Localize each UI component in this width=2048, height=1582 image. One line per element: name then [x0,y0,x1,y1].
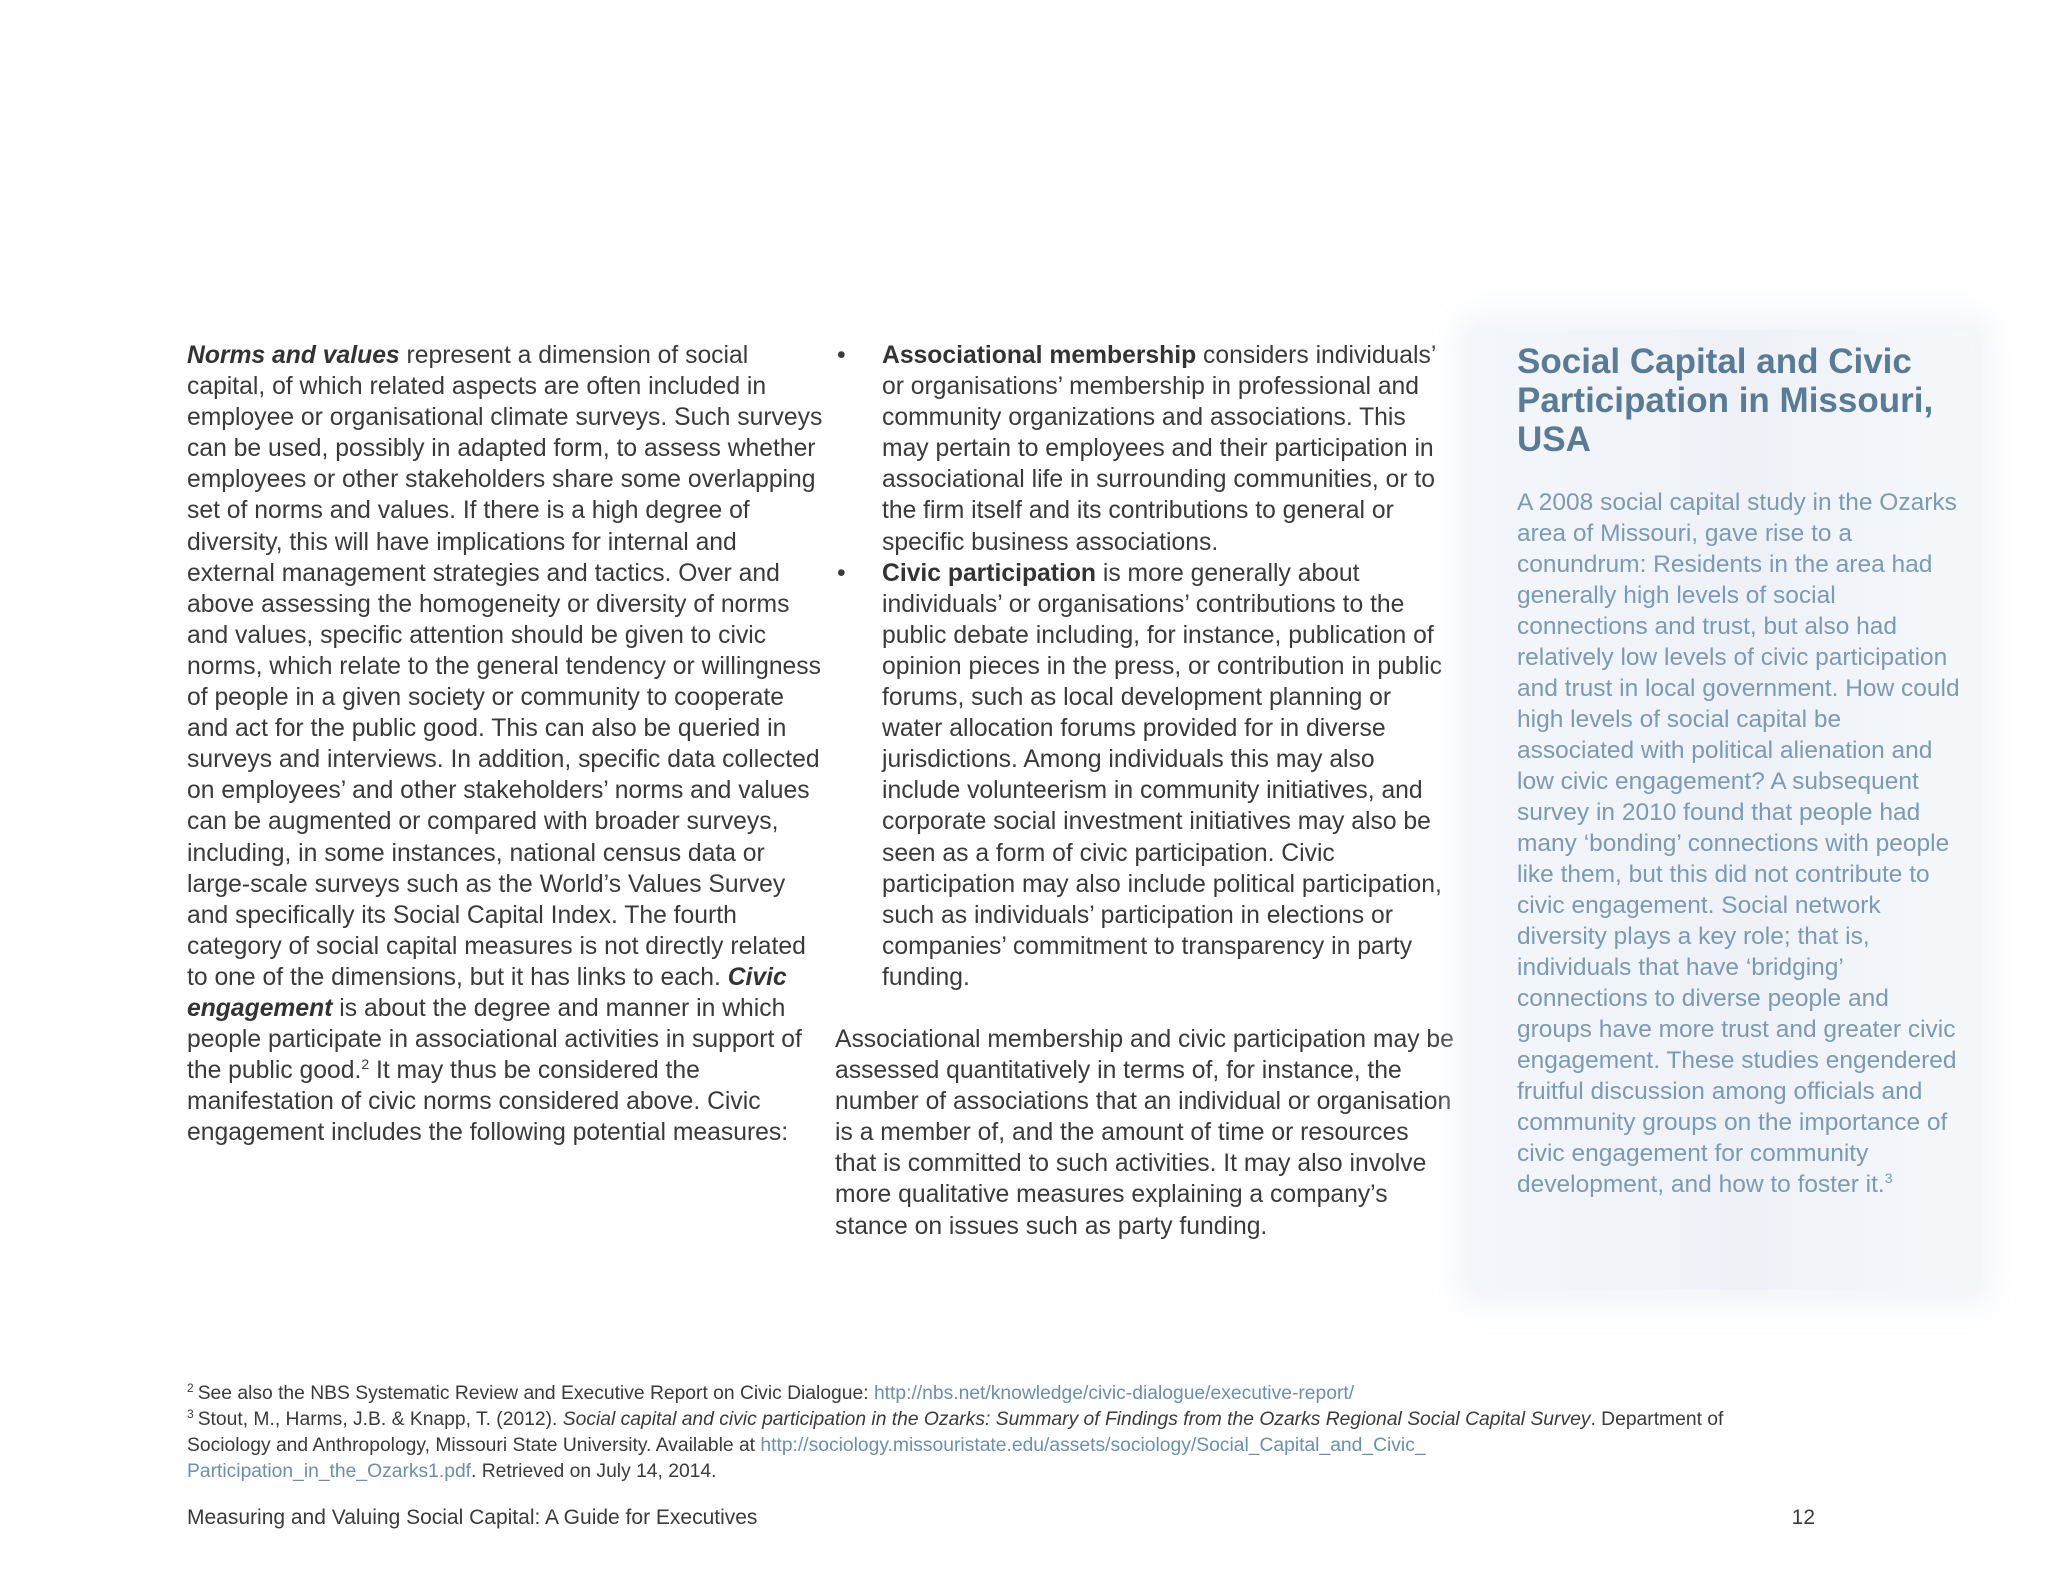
list-item [835,340,1455,558]
sidebar-text: A 2008 social capital study in the Ozarks area of Missouri, gave rise to a conundrum: Residents in the area had generally high levels of social connections and trust, but also had relatively low levels of civic participation and trust in local government. How could high levels of social capital be associated with political alienation and low civic engagement? A subsequent survey in 2010 found that people had many ‘bonding’ connections with people like them, but this did not contribute to civic engagement. Social network diversity plays a key role; that is, individuals that have ‘bridging’ connections to diverse people and groups have more trust and greater civic engagement. These studies engendered fruitful discussion among officials and community groups on the importance of civic engagement for community development, and how to foster it. [1517,489,1960,1198]
footnote-number: 3 [187,1407,194,1421]
civic-engagement-text: is about the degree and manner in which people participate in associational activities in support of the public good. [187,994,802,1085]
bullet-text: considers individuals’ or organisations’ membership in professional and community organizations and associations. This may pertain to employees and their participation in associational life in surrounding communities, or to the firm itself and its contributions to general or specific business associations. [882,342,1436,556]
footnote-text-cont: . Department of Sociology and Anthropology, Missouri State University. Available at [187,1409,1724,1456]
norms-paragraph [187,340,827,1148]
page-number: 12 [1791,1506,1815,1529]
footnote-retrieved: . Retrieved on July 14, 2014. [471,1461,717,1482]
sidebar-body [1517,487,1962,1200]
middle-column [835,340,1455,1242]
footnote-link[interactable]: http://sociology.missouristate.edu/assets/sociology/Social_Capital_and_Civic_ [760,1435,1426,1456]
footnote-link-cont[interactable]: Participation_in_the_Ozarks1.pdf [187,1461,472,1482]
footnote-ref-3[interactable]: 3 [1884,1170,1893,1186]
footnote-3 [187,1407,1787,1485]
bullet-term: Civic participation [882,559,1097,587]
measures-list [835,340,1455,993]
footnotes [187,1381,1787,1485]
footer-title: Measuring and Valuing Social Capital: A Guide for Executives [187,1506,758,1529]
bullet-icon: • [837,342,846,369]
civic-engagement-heading: Civic engagement [187,963,787,1022]
bullet-icon: • [837,559,846,587]
footnote-link[interactable]: http://nbs.net/knowledge/civic-dialogue/executive-report/ [873,1383,1355,1404]
footnote-text: Stout, M., Harms, J.B. & Knapp, T. (2012). [197,1409,563,1430]
bullet-text: is more generally about individuals’ or organisations’ contributions to the public debate including, for instance, publication of opinion pieces in the press, or contribution in public forums, such as local development planning or water allocation forums provided for in diverse jurisdictions. Among individuals this may also include volunteerism in community initiatives, and corporate social investment initiatives may also be seen as a form of civic participation. Civic participation may also include political participation, such as individuals’ participation in elections or companies’ commitment to transparency in party funding. [882,559,1442,991]
footnote-citation-title: Social capital and civic participation in the Ozarks: Summary of Findings from the Ozarks Regional Social Capital Survey [562,1409,1591,1430]
footnote-2 [187,1381,1787,1407]
left-column [187,340,827,1148]
footnote-text: See also the NBS Systematic Review and Executive Report on Civic Dialogue: [197,1383,874,1404]
assessment-paragraph: Associational membership and civic participation may be assessed quantitatively in terms of, for instance, the number of associations that an individual or organisation is a member of, and the amount of time or resources that is committed to such activities. It may also involve more qualitative measures explaining a company’s stance on issues such as party funding. [835,1025,1454,1240]
norms-heading: Norms and values [187,342,400,369]
list-item [835,558,1455,993]
bullet-term: Associational membership [882,342,1197,369]
footnote-ref-2[interactable]: 2 [361,1056,370,1073]
norms-text: represent a dimension of social capital, of which related aspects are often included in employee or organisational climate surveys. Such surveys can be used, possibly in adapted form, to assess whether employees or other stakeholders share some overlapping set of norms and values. If there is a high degree of diversity, this will have implications for internal and external management strategies and tactics. Over and above assessing the homogeneity or diversity of norms and values, specific attention should be given to civic norms, which relate to the general tendency or willingness of people in a given society or community to cooperate and act for the public good. This can also be queried in surveys and interviews. In addition, specific data collected on employees’ and other stakeholders’ norms and values can be augmented or compared with broader surveys, including, in some instances, national census data or large-scale surveys such as the World’s Values Survey and specifically its Social Capital Index. The fourth category of social capital measures is not directly related to one of the dimensions, but it has links to each. [187,342,823,991]
civic-engagement-text-cont: It may thus be considered the manifestation of civic norms considered above. Civic engagement includes the following potential measures: [187,1057,789,1147]
footnote-number: 2 [187,1381,194,1395]
sidebar-title: Social Capital and Civic Participation in Missouri, USA [1517,342,1934,459]
